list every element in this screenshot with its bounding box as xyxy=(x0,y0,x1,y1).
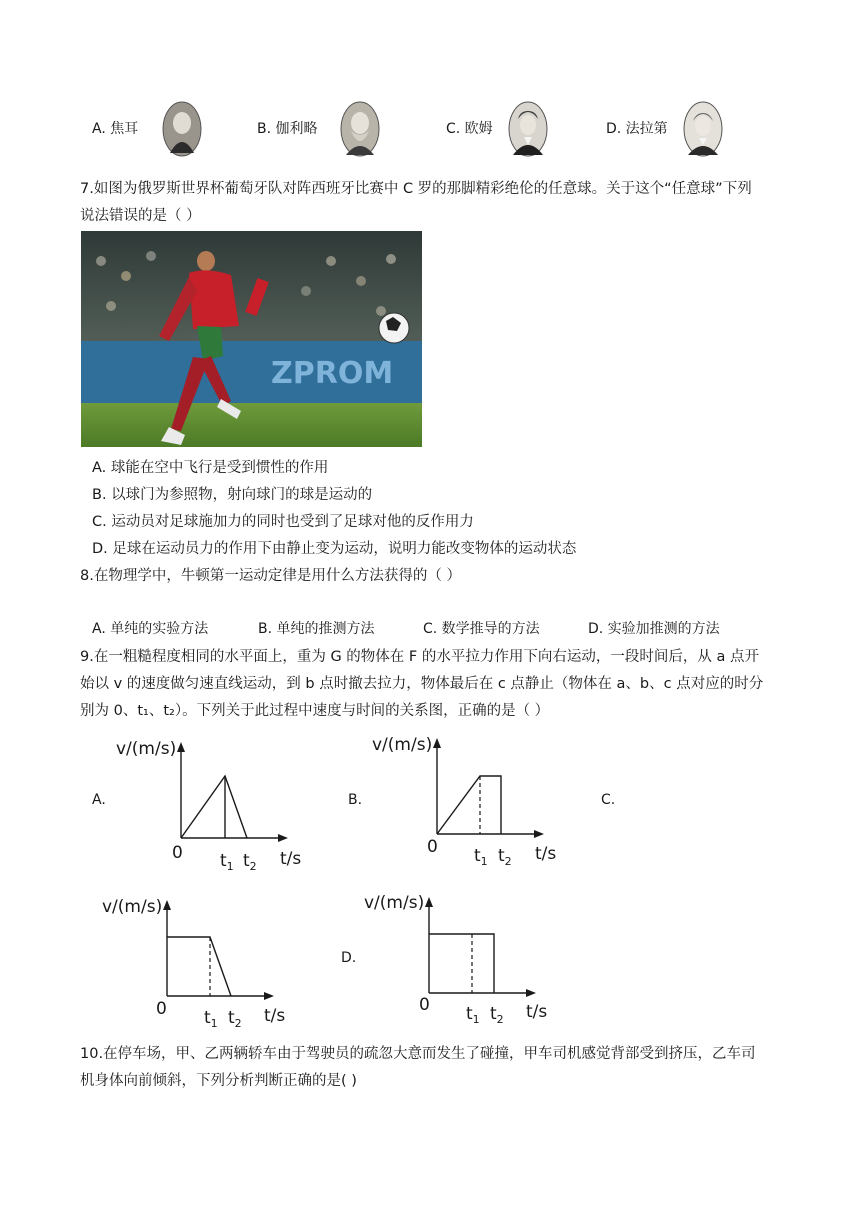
graph-c-t1: $t_1$ xyxy=(204,1008,218,1030)
q7-option-d[interactable]: D. 足球在运动员力的作用下由静止变为运动，说明力能改变物体的运动状态 xyxy=(92,541,577,557)
q10-stem-line2: 机身体向前倾斜，下列分析判断正确的是( ) xyxy=(80,1073,357,1089)
q7-stem-line2: 说法错误的是（ ） xyxy=(80,208,201,224)
graph-a-t1: $t_1$ xyxy=(220,851,234,873)
football-photo xyxy=(81,231,422,447)
q9-stem-line1: 9.在一粗糙程度相同的水平面上，重为 G 的物体在 F 的水平拉力作用下向右运动，一段时间后，从 a 点开 xyxy=(80,649,759,665)
graph-a-xlabel: t/s xyxy=(280,849,302,869)
graph-d-origin: 0 xyxy=(419,995,430,1015)
q6-option-c[interactable]: C. 欧姆 xyxy=(446,121,493,137)
graph-a-origin: 0 xyxy=(172,843,183,863)
graph-d-t1: $t_1$ xyxy=(466,1004,480,1026)
q7-option-c[interactable]: C. 运动员对足球施加力的同时也受到了足球对他的反作用力 xyxy=(92,514,474,530)
portrait-faraday-icon xyxy=(683,101,723,157)
q7-option-b[interactable]: B. 以球门为参照物，射向球门的球是运动的 xyxy=(92,487,373,503)
q9-option-c-label[interactable]: C. xyxy=(601,792,616,808)
q8-option-d[interactable]: D. 实验加推测的方法 xyxy=(588,621,720,637)
portrait-ohm-icon xyxy=(508,101,548,157)
q6-option-d[interactable]: D. 法拉第 xyxy=(606,121,668,137)
q9-option-d-label[interactable]: D. xyxy=(341,950,357,966)
graph-d-t2: $t_2$ xyxy=(490,1004,504,1026)
q7-option-a[interactable]: A. 球能在空中飞行是受到惯性的作用 xyxy=(92,460,329,476)
q8-option-a[interactable]: A. 单纯的实验方法 xyxy=(92,621,209,637)
q9-option-b-label[interactable]: B. xyxy=(348,792,363,808)
q9-stem-line3: 别为 0、t₁、t₂）。下列关于此过程中速度与时间的关系图，正确的是（ ） xyxy=(80,703,550,719)
q9-graph-b xyxy=(372,732,566,872)
graph-c-t2: $t_2$ xyxy=(228,1008,242,1030)
graph-b-xlabel: t/s xyxy=(535,844,557,864)
graph-d-xlabel: t/s xyxy=(526,1002,548,1022)
graph-b-origin: 0 xyxy=(427,837,438,857)
q10-stem-line1: 10.在停车场，甲、乙两辆轿车由于驾驶员的疏忽大意而发生了碰撞，甲车司机感觉背部受到挤压，乙车司 xyxy=(80,1046,756,1062)
q9-graph-d xyxy=(364,888,558,1028)
graph-b-t2: $t_2$ xyxy=(498,846,512,868)
portrait-joule-icon xyxy=(162,101,202,157)
q9-graph-a xyxy=(116,732,310,873)
q8-stem: 8.在物理学中，牛顿第一运动定律是用什么方法获得的（ ） xyxy=(80,568,461,584)
q8-option-c[interactable]: C. 数学推导的方法 xyxy=(423,621,540,637)
q9-graph-c xyxy=(102,892,296,1032)
q6-option-a[interactable]: A. 焦耳 xyxy=(92,121,139,137)
graph-d-ylabel: v/(m/s) xyxy=(364,893,425,913)
graph-a-t2: $t_2$ xyxy=(243,851,257,873)
graph-c-ylabel: v/(m/s) xyxy=(102,897,163,917)
q6-option-b[interactable]: B. 伽利略 xyxy=(257,121,318,137)
graph-c-origin: 0 xyxy=(156,999,167,1019)
q7-stem-line1: 7.如图为俄罗斯世界杯葡萄牙队对阵西班牙比赛中 C 罗的那脚精彩绝伦的任意球。关于这个“任意球”下列 xyxy=(80,181,752,197)
graph-b-ylabel: v/(m/s) xyxy=(372,735,433,755)
portrait-galileo-icon xyxy=(340,101,380,157)
graph-b-t1: $t_1$ xyxy=(474,846,488,868)
q9-stem-line2: 始以 v 的速度做匀速直线运动，到 b 点时撤去拉力，物体最后在 c 点静止（物体在 a、b、c 点对应的时分 xyxy=(80,676,764,692)
photo-board-text: ZPROM xyxy=(271,356,394,391)
q9-option-a-label[interactable]: A. xyxy=(92,792,106,808)
q8-option-b[interactable]: B. 单纯的推测方法 xyxy=(258,621,375,637)
graph-a-ylabel: v/(m/s) xyxy=(116,739,177,759)
graph-c-xlabel: t/s xyxy=(264,1006,286,1026)
